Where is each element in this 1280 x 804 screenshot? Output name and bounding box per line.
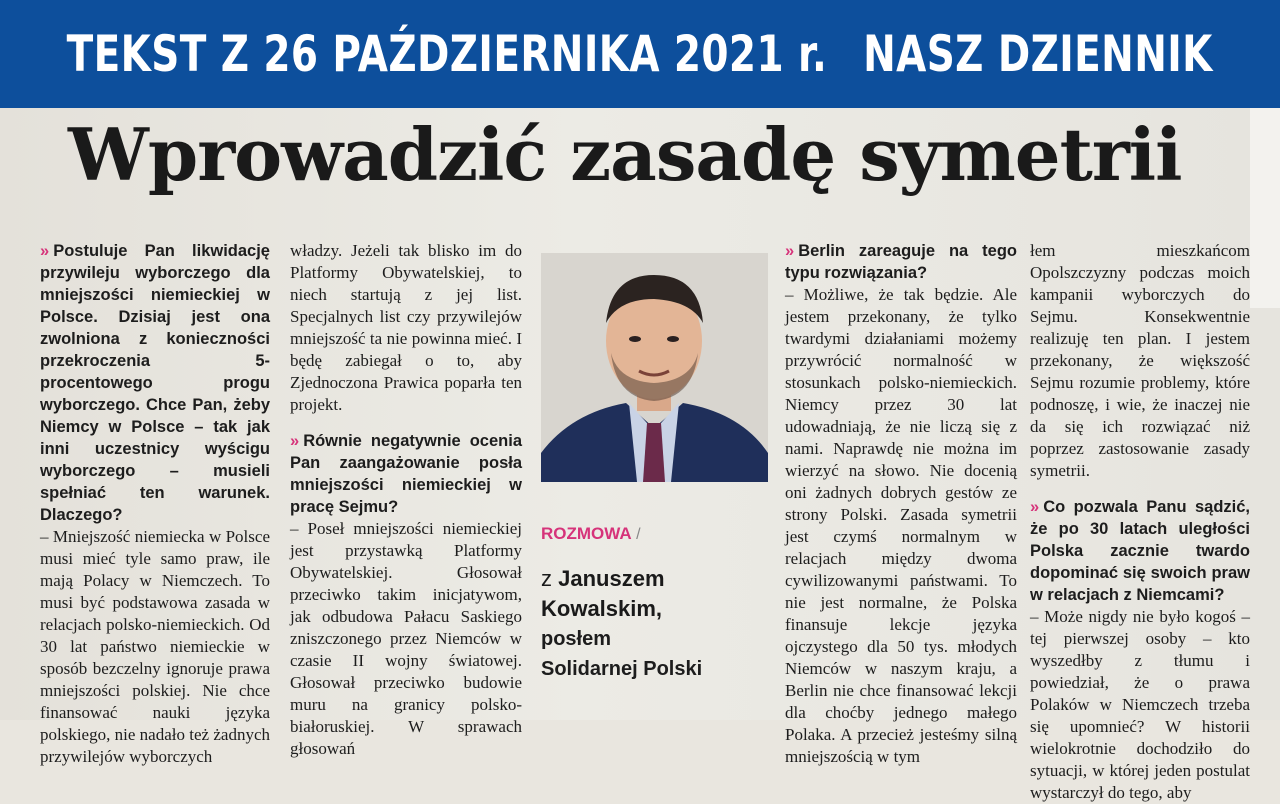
answer-4: – Może nigdy nie było kogoś – tej pierwszej osoby – kto wyszedłby z tłumu i powiedział, że o prawa Polaków w Niemczech trzeba się upomnieć? W historii wielokrotnie dochodziło do sytuacji, w której jeden postulat wystarczył do tego, aby xyxy=(1030,607,1250,802)
portrait-illustration xyxy=(541,253,768,482)
article-column-2 xyxy=(290,240,522,758)
chevron-icon: » xyxy=(1030,498,1040,516)
interview-kicker: ROZMOWA / xyxy=(541,524,641,543)
page-edge xyxy=(1250,108,1280,308)
article-headline: Wprowadzić zasadę symetrii xyxy=(68,112,1182,197)
answer-3: – Możliwe, że tak będzie. Ale jestem przekonany, że tylko twardymi działaniami możemy przywrócić normalność w stosunkach polsko-niemieckich. Niemcy przez 30 lat udowadniają, że nie liczą się z nami. Naprawdę nie można im wierzyć na słowo. Nie docenią oni żadnych dobrych gestów ze strony Polski. Zasada symetrii jest czymś normalnym w relacjach między dwoma cywilizowanymi państwami. To nie jest normalne, że Polska finansuje lekcje języka ojczystego dla 50 tys. młodych Niemców w naszym kraju, a Berlin nie chce finansować lekcji dla choćby jednego małego Polaka. A przecież jesteśmy silną mniejszością w tym xyxy=(785,285,1017,766)
article-column-1 xyxy=(40,240,270,766)
article-column-5 xyxy=(1030,240,1250,802)
banner-date: TEKST Z 26 PAŹDZIERNIKA 2021 r. xyxy=(66,25,828,83)
interviewee-role: posłem Solidarnej Polski xyxy=(541,628,703,680)
answer-2: – Poseł mniejszości niemieckiej jest przystawką Platformy Obywatelskiej. Głosował przeciwko takim inicjatywom, jak odbudowa Pałacu Saskiego zniszczonego przez Niemców w czasie II wojny światowej. Głosował przeciwko budowie muru na granicy polsko-białoruskiej. W sprawach głosowań xyxy=(290,519,522,758)
banner-newspaper: NASZ DZIENNIK xyxy=(863,25,1214,83)
interviewee-name: z Januszem Kowalskim, xyxy=(541,566,665,621)
answer-4-cont: łem mieszkańcom Opolszczyzny podczas moich kampanii wyborczych do Sejmu. Konsekwentnie realizuję ten plan. I jestem przekonany, że większość Sejmu rozumie problemy, które podnoszę, i wie, że inaczej nie da się ich rozwiązać niż poprzez zastosowanie zasady symetrii. xyxy=(1030,241,1250,480)
answer-1: – Mniejszość niemiecka w Polsce musi mieć tyle samo praw, ile mają Polacy w Niemczech. To musi być podstawowa zasada w relacjach polsko-niemieckich. Od 30 lat państwo niemieckie w sposób bezczelny ignoruje prawa mniejszości polskiej. Nie chce finansować nauki języka polskiego, nie nadało też żadnych przywilejów wyborczych xyxy=(40,527,270,766)
question-4: » Co pozwala Panu sądzić, że po 30 latach uległości Polska zacznie twardo dopominać się swoich praw w relacjach z Niemcami? xyxy=(1030,498,1250,604)
chevron-icon: » xyxy=(785,242,795,260)
answer-1-cont: władzy. Jeżeli tak blisko im do Platformy Obywatelskiej, to niech startują z jej list. Specjalnych list czy przywilejów mniejszość ta nie powinna mieć. I będę zabiegał o to, aby Zjednoczona Prawica poparła ten projekt. xyxy=(290,241,522,414)
question-1: » Postuluje Pan likwidację przywileju wyborczego dla mniejszości niemieckiej w Polsce. Dzisiaj jest ona zwolniona z konieczności przekroczenia 5-procentowego progu wyborczego. Chce Pan, żeby Niemcy w Polsce – tak jak inni uczestnicy wyścigu wyborczego – musieli spełniać ten warunek. Dlaczego? xyxy=(40,242,270,524)
chevron-icon: » xyxy=(40,242,50,260)
banner-text xyxy=(67,25,1213,83)
question-2: » Równie negatywnie ocenia Pan zaangażowanie posła mniejszości niemieckiej w pracę Sejmu? xyxy=(290,432,522,516)
source-banner xyxy=(0,0,1280,108)
chevron-icon: » xyxy=(290,432,300,450)
interview-info xyxy=(541,524,771,684)
portrait-photo xyxy=(541,253,768,482)
article-column-4 xyxy=(785,240,1017,766)
question-3: » Berlin zareaguje na tego typu rozwiązania? xyxy=(785,242,1017,282)
